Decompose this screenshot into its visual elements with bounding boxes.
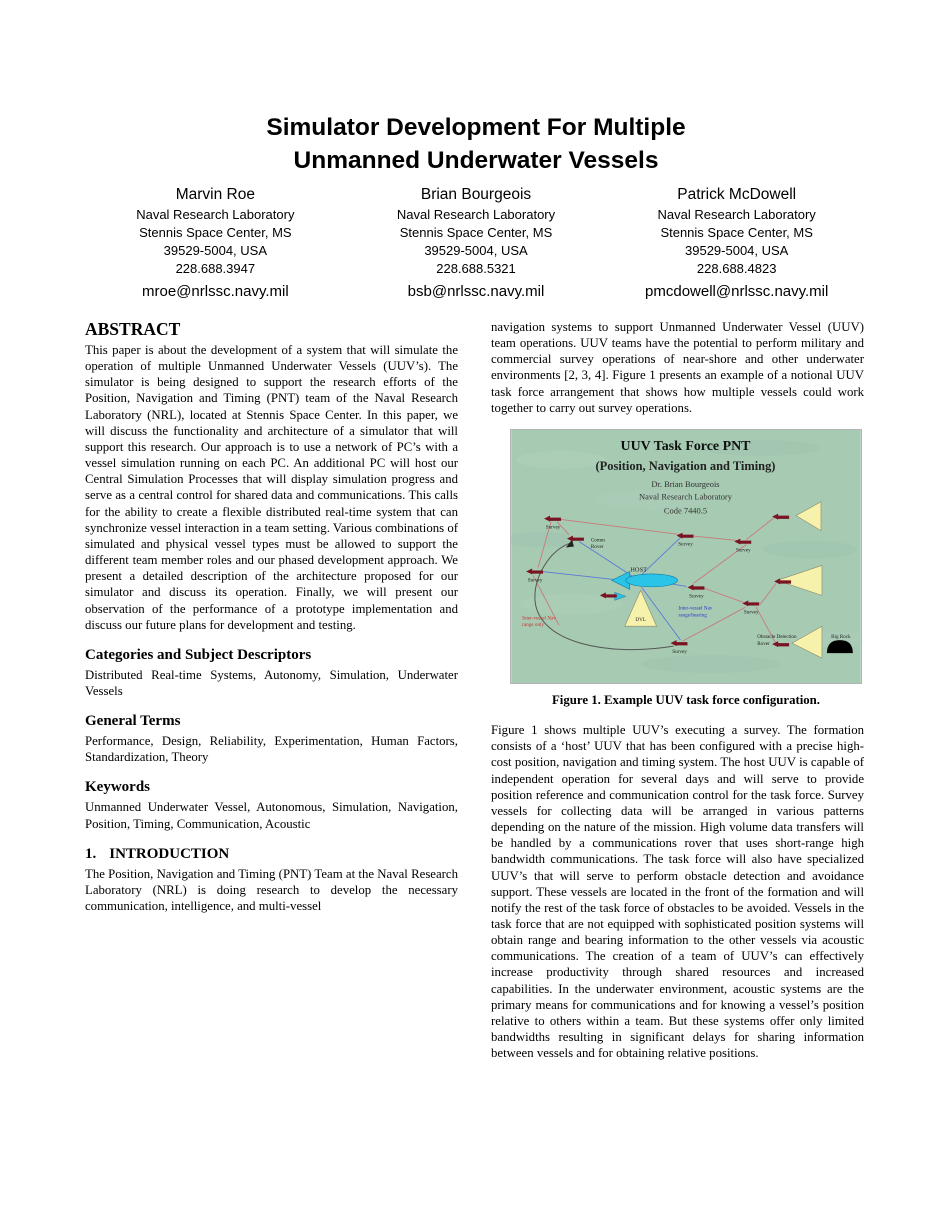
figure-subtitle: (Position, Navigation and Timing) xyxy=(595,458,776,473)
author-name: Marvin Roe xyxy=(175,186,255,203)
author-affiliation: 39529-5004, USA xyxy=(685,243,789,258)
author-1 xyxy=(85,184,346,303)
figure-credit-code: Code 7440.5 xyxy=(663,505,708,516)
abstract-heading: ABSTRACT xyxy=(85,319,181,339)
author-email: pmcdowell@nrlssc.navy.mil xyxy=(645,283,829,300)
survey-label: Survey xyxy=(545,524,561,531)
general-terms-heading: General Terms xyxy=(85,713,181,730)
comm-rover-label-line2: Rover xyxy=(590,543,604,550)
right-column xyxy=(491,319,864,1061)
survey-label: Survey xyxy=(678,541,693,548)
general-terms-text: Performance, Design, Reliability, Experimentation, Human Factors, Standardization, Theory xyxy=(85,734,458,765)
keywords-heading: Keywords xyxy=(85,779,150,796)
author-affiliation: Stennis Space Center, MS xyxy=(139,225,292,240)
figure-title: UUV Task Force PNT xyxy=(620,438,751,454)
red-note-line1: Inter-vessel Nav xyxy=(522,615,556,622)
paper-title-line2: Unmanned Underwater Vessels xyxy=(293,147,659,174)
survey-label: Survey xyxy=(672,649,687,656)
author-name: Brian Bourgeois xyxy=(420,186,532,203)
introduction-label: INTRODUCTION xyxy=(109,845,230,862)
author-email: mroe@nrlssc.navy.mil xyxy=(142,283,289,300)
author-affiliation: 39529-5004, USA xyxy=(163,243,268,258)
author-affiliation: Naval Research Laboratory xyxy=(657,207,816,222)
author-phone: 228.688.5321 xyxy=(436,261,516,276)
author-affiliation: 39529-5004, USA xyxy=(424,243,528,258)
paper-title xyxy=(0,111,952,177)
body-paragraph-2: Figure 1 shows multiple UUV’s executing a survey. The formation consists of a ‘host’ UUV that has been configured with a precise high-cost position, navigation and timing system. The host UUV is capable of independent operation for several days and will serve to provide position reference and communication control for the task force. Survey vessels for collecting data will be arranged in various patterns depending on the nature of the mission. High volume data transfers will be handled by a communications rover that uses short-range high bandwidth communications. The task force will also have specialized UUV’s that will serve to perform obstacle detection and avoidance support. These vessels are located in the front of the formation and will notify the rest of the task force of obstacles to be avoided. Vessels in the task force that are not equipped with sophisticated position systems will obtain range and bearing information to the other vessels via acoustic communications. The creation of a team of UUV’s can effectively increase productivity through shared resources and increased capabilities. In the underwater environment, acoustic systems are the primary means for communications and for knowing a vessel’s position relative to others within a team. But these systems offer only limited bandwidths resulting in significant delays for sharing information between vessels and for obtaining relative positions. xyxy=(491,723,864,1061)
author-phone: 228.688.3947 xyxy=(175,261,256,276)
author-email: bsb@nrlssc.navy.mil xyxy=(407,283,545,300)
paper-title-line1: Simulator Development For Multiple xyxy=(266,114,686,141)
figure-credit-name: Dr. Brian Bourgeois xyxy=(651,478,720,489)
introduction-text: The Position, Navigation and Timing (PNT) Team at the Naval Research Laboratory (NRL) is doing research to develop the necessary communication, intelligence, and multi-vessel xyxy=(85,866,458,914)
introduction-heading xyxy=(85,845,458,863)
obstacle-rover-label-line2: Rover xyxy=(757,641,770,648)
author-affiliation: Naval Research Laboratory xyxy=(136,207,295,222)
author-affiliation: Stennis Space Center, MS xyxy=(660,225,813,240)
blue-note-line1: Inter-vessel Nav xyxy=(678,605,713,612)
author-block xyxy=(85,184,867,303)
figure-1 xyxy=(510,429,862,708)
uuv-task-force-diagram xyxy=(510,429,862,684)
survey-label: Survey xyxy=(743,609,759,616)
dvl-label: DVL xyxy=(635,617,646,624)
figure-caption: Figure 1. Example UUV task force configuration. xyxy=(551,693,820,708)
host-label: HOST xyxy=(630,566,648,574)
big-rock-label: Big Rock xyxy=(831,634,851,641)
author-phone: 228.688.4823 xyxy=(696,261,777,276)
survey-label: Survey xyxy=(735,547,751,554)
abstract-text: This paper is about the development of a system that will simulate the operation of multiple Unmanned Underwater Vessels (UUV’s). The simulator is being designed to support the research efforts of the Position, Navigation and Timing (PNT) team of the Naval Research Laboratory (NRL), located at Stennis Space Center. In this paper, we will discuss the functionality and architecture of a simulator that will support this research. Our approach is to use a network of PC’s with a vessel simulation running on each PC. An additional PC will host our Central Simulation Processes that will display simulation progress and serve as a central control for shared data and communications. This calls for the ability to create a flexible distributed real-time system that can synchronize vessel interaction in a team setting. Various combinations of simulated and physical vessel types must be allowed to support the different team member roles and our phased development approach. We present a detailed description of the architecture proposed for our simulator and discuss its operation. Finally, we will present our observation of the performance of a prototype implementation and discuss our future plans for development and testing. xyxy=(85,343,458,632)
author-3 xyxy=(606,184,867,303)
author-name: Patrick McDowell xyxy=(677,186,797,203)
author-affiliation: Stennis Space Center, MS xyxy=(399,225,553,240)
categories-text: Distributed Real-time Systems, Autonomy, Simulation, Underwater Vessels xyxy=(85,667,458,698)
author-2 xyxy=(346,184,607,303)
red-note-line2: range only xyxy=(522,622,545,629)
two-column-body xyxy=(85,319,867,1061)
body-paragraph-1: navigation systems to support Unmanned Underwater Vessel (UUV) team operations. UUV teams have the potential to perform military and commercial survey operations of near-shore and other underwater environments [2, 3, 4]. Figure 1 presents an example of a notional UUV task force arrangement that shows how multiple vessels could work together to carry out survey operations. xyxy=(491,320,864,415)
obstacle-rover-label-line1: Obstacle Detection xyxy=(757,634,797,641)
figure-credit-lab: Naval Research Laboratory xyxy=(639,491,732,502)
categories-heading: Categories and Subject Descriptors xyxy=(85,646,312,663)
left-column xyxy=(85,319,458,1061)
survey-label: Survey xyxy=(689,593,704,600)
comm-rover-label-line1: Comm xyxy=(590,537,605,544)
keywords-text: Unmanned Underwater Vessel, Autonomous, Simulation, Navigation, Position, Timing, Communication, Acoustic xyxy=(85,800,458,831)
introduction-number: 1. xyxy=(85,845,97,862)
author-affiliation: Naval Research Laboratory xyxy=(396,207,556,222)
blue-note-line2: range/bearing xyxy=(678,612,707,619)
survey-label: Survey xyxy=(527,577,543,584)
